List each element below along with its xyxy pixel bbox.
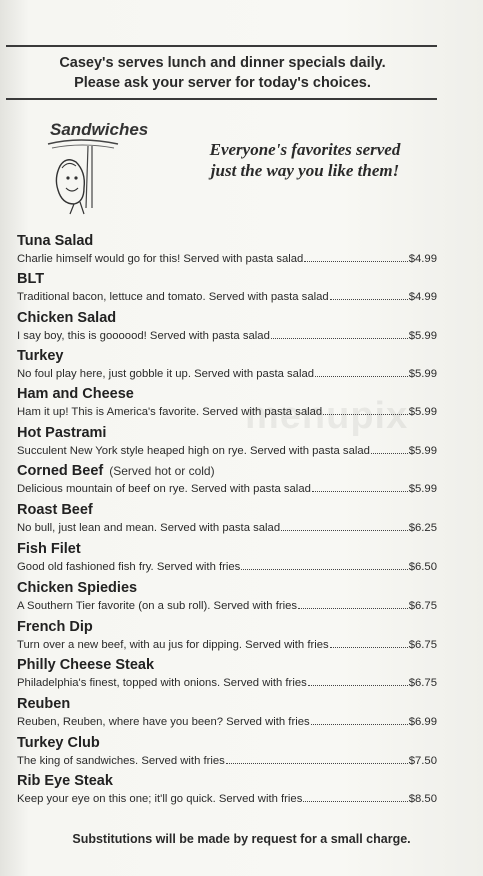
- daily-specials-notice: Casey's serves lunch and dinner specials daily.: [59, 55, 386, 71]
- item-description: Traditional bacon, lettuce and tomato. Served with pasta salad: [17, 291, 329, 303]
- item-name: Turkey Club: [17, 735, 100, 751]
- ask-server-notice: Please ask your server for today's choices.: [74, 75, 371, 91]
- dot-leader: [315, 367, 408, 377]
- item-description: I say boy, this is goooood! Served with pasta salad: [17, 330, 270, 342]
- item-price: $6.75: [408, 600, 437, 612]
- item-description: Charlie himself would go for this! Served with pasta salad: [17, 253, 304, 265]
- item-name: French Dip: [17, 619, 93, 635]
- dot-leader: [312, 482, 408, 492]
- item-price: $6.75: [408, 639, 437, 651]
- item-description: Good old fashioned fish fry. Served with fries: [17, 561, 241, 573]
- item-description: No bull, just lean and mean. Served with pasta salad: [17, 522, 281, 534]
- dot-leader: [298, 599, 408, 609]
- dot-leader: [323, 405, 408, 415]
- tagline-line2: just the way you like them!: [210, 161, 400, 180]
- item-price: $6.75: [408, 677, 437, 689]
- item-price: $4.99: [408, 253, 437, 265]
- item-description: Ham it up! This is America's favorite. Served with pasta salad: [17, 406, 323, 418]
- item-price: $8.50: [408, 793, 437, 805]
- item-name: Ham and Cheese: [17, 386, 134, 402]
- dot-leader: [281, 521, 408, 531]
- item-description: Succulent New York style heaped high on rye. Served with pasta salad: [17, 445, 370, 457]
- item-price: $5.99: [408, 330, 437, 342]
- item-description: Philadelphia's finest, topped with onions. Served with fries: [17, 677, 307, 689]
- section-title: Sandwiches: [50, 120, 149, 139]
- item-description: Reuben, Reuben, where have you been? Served with fries: [17, 716, 310, 728]
- item-description: Delicious mountain of beef on rye. Served with pasta salad: [17, 483, 311, 495]
- dot-leader: [311, 715, 408, 725]
- item-price: $6.50: [408, 561, 437, 573]
- item-description: Keep your eye on this one; it'll go quick. Served with fries: [17, 793, 303, 805]
- dot-leader: [330, 290, 408, 300]
- item-price: $5.99: [408, 368, 437, 380]
- dot-leader: [330, 638, 408, 648]
- item-price: $5.99: [408, 406, 437, 418]
- item-name: Corned Beef: [17, 463, 104, 479]
- item-name: Chicken Salad: [17, 310, 117, 326]
- dot-leader: [303, 792, 407, 802]
- item-price: $5.99: [408, 483, 437, 495]
- dot-leader: [241, 560, 407, 570]
- watermark-text: menupix: [245, 395, 409, 437]
- item-description: A Southern Tier favorite (on a sub roll). Served with fries: [17, 600, 298, 612]
- item-name: Tuna Salad: [17, 233, 94, 249]
- item-price: $6.25: [408, 522, 437, 534]
- item-price: $7.50: [408, 755, 437, 767]
- item-name: Roast Beef: [17, 502, 93, 518]
- item-description: The king of sandwiches. Served with fries: [17, 755, 225, 767]
- dot-leader: [371, 444, 408, 454]
- header-top-rule: [6, 45, 437, 47]
- item-name: Rib Eye Steak: [17, 773, 113, 789]
- dot-leader: [226, 754, 408, 764]
- dot-leader: [308, 676, 408, 686]
- item-name: Reuben: [17, 696, 71, 712]
- item-price: $6.99: [408, 716, 437, 728]
- item-name: BLT: [17, 271, 45, 287]
- item-name: Fish Filet: [17, 541, 81, 557]
- item-description: No foul play here, just gobble it up. Served with pasta salad: [17, 368, 315, 380]
- tagline-line1: Everyone's favorites served: [209, 140, 401, 159]
- item-price: $4.99: [408, 291, 437, 303]
- item-name: Chicken Spiedies: [17, 580, 138, 596]
- chef-sandwich-illustration-icon: [40, 138, 150, 218]
- item-name: Turkey: [17, 348, 64, 364]
- item-name: Philly Cheese Steak: [17, 657, 155, 673]
- dot-leader: [304, 252, 407, 262]
- sandwiches-logo: [40, 120, 150, 215]
- header-bottom-rule: [6, 98, 437, 100]
- item-price: $5.99: [408, 445, 437, 457]
- dot-leader: [271, 329, 408, 339]
- item-name: Hot Pastrami: [17, 425, 107, 441]
- substitutions-note: Substitutions will be made by request for a small charge.: [72, 832, 411, 846]
- item-description: Turn over a new beef, with au jus for dipping. Served with fries: [17, 639, 329, 651]
- item-note: (Served hot or cold): [109, 464, 215, 478]
